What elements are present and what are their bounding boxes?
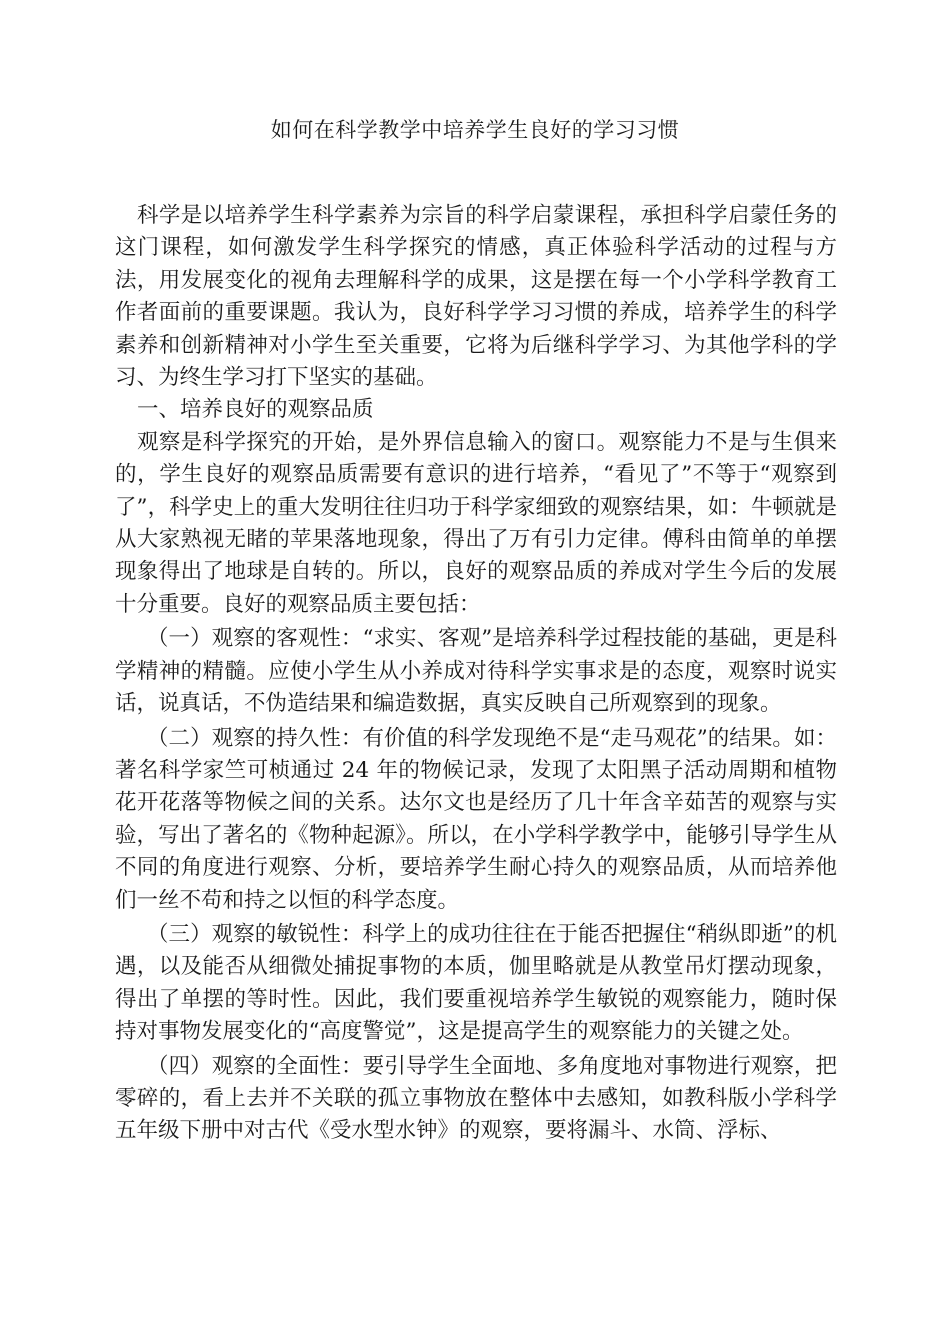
document-title: 如何在科学教学中培养学生良好的学习习惯: [270, 118, 680, 142]
paragraph-comprehensiveness: （四）观察的全面性：要引导学生全面地、多角度地对事物进行观察，把零碎的，看上去并不关联的孤立事物放在整体中去感知，如教科版小学科学五年级下册中对古代《受水型水钟》的观察，要将漏斗、水筒、浮标、: [115, 1053, 837, 1144]
section-heading-observation: 一、培养良好的观察品质: [137, 397, 374, 423]
document-body: [115, 200, 837, 1148]
paragraph-objectivity: （一）观察的客观性：“求实、客观”是培养科学过程技能的基础，更是科学精神的精髓。应使小学生从小养成对待科学实事求是的态度，观察时说实话，说真话，不伪造结果和编造数据，真实反映自己所观察到的现象。: [115, 626, 837, 717]
paragraph-acuity: （三）观察的敏锐性：科学上的成功往往在于能否把握住“稍纵即逝”的机遇，以及能否从细微处捕捉事物的本质，伽里略就是从教堂吊灯摆动现象，得出了单摆的等时性。因此，我们要重视培养学生敏锐的观察能力，随时保持对事物发展变化的“高度警觉”，这是提高学生的观察能力的关键之处。: [115, 921, 837, 1045]
paragraph-intro: 科学是以培养学生科学素养为宗旨的科学启蒙课程，承担科学启蒙任务的这门课程，如何激发学生科学探究的情感，真正体验科学活动的过程与方法，用发展变化的视角去理解科学的成果，这是摆在每一个小学科学教育工作者面前的重要课题。我认为，良好科学学习习惯的养成，培养学生的科学素养和创新精神对小学生至关重要，它将为后继科学学习、为其他学科的学习、为终生学习打下坚实的基础。: [115, 203, 837, 391]
paragraph-persistence: （二）观察的持久性：有价值的科学发现绝不是“走马观花”的结果。如：著名科学家竺可桢通过 24 年的物候记录，发现了太阳黑子活动周期和植物花开花落等物候之间的关系。达尔文也是经历了几十年含辛茹苦的观察与实验，写出了著名的《物种起源》。所以，在小学科学教学中，能够引导学生从不同的角度进行观察、分析，要培养学生耐心持久的观察品质，从而培养他们一丝不苟和持之以恒的科学态度。: [115, 725, 837, 913]
paragraph-observation: 观察是科学探究的开始，是外界信息输入的窗口。观察能力不是与生俱来的，学生良好的观察品质需要有意识的进行培养，“看见了”不等于“观察到了”，科学史上的重大发明往往归功于科学家细致的观察结果，如：牛顿就是从大家熟视无睹的苹果落地现象，得出了万有引力定律。傅科由简单的单摆现象得出了地球是自转的。所以，良好的观察品质的养成对学生今后的发展十分重要。良好的观察品质主要包括：: [115, 429, 837, 617]
